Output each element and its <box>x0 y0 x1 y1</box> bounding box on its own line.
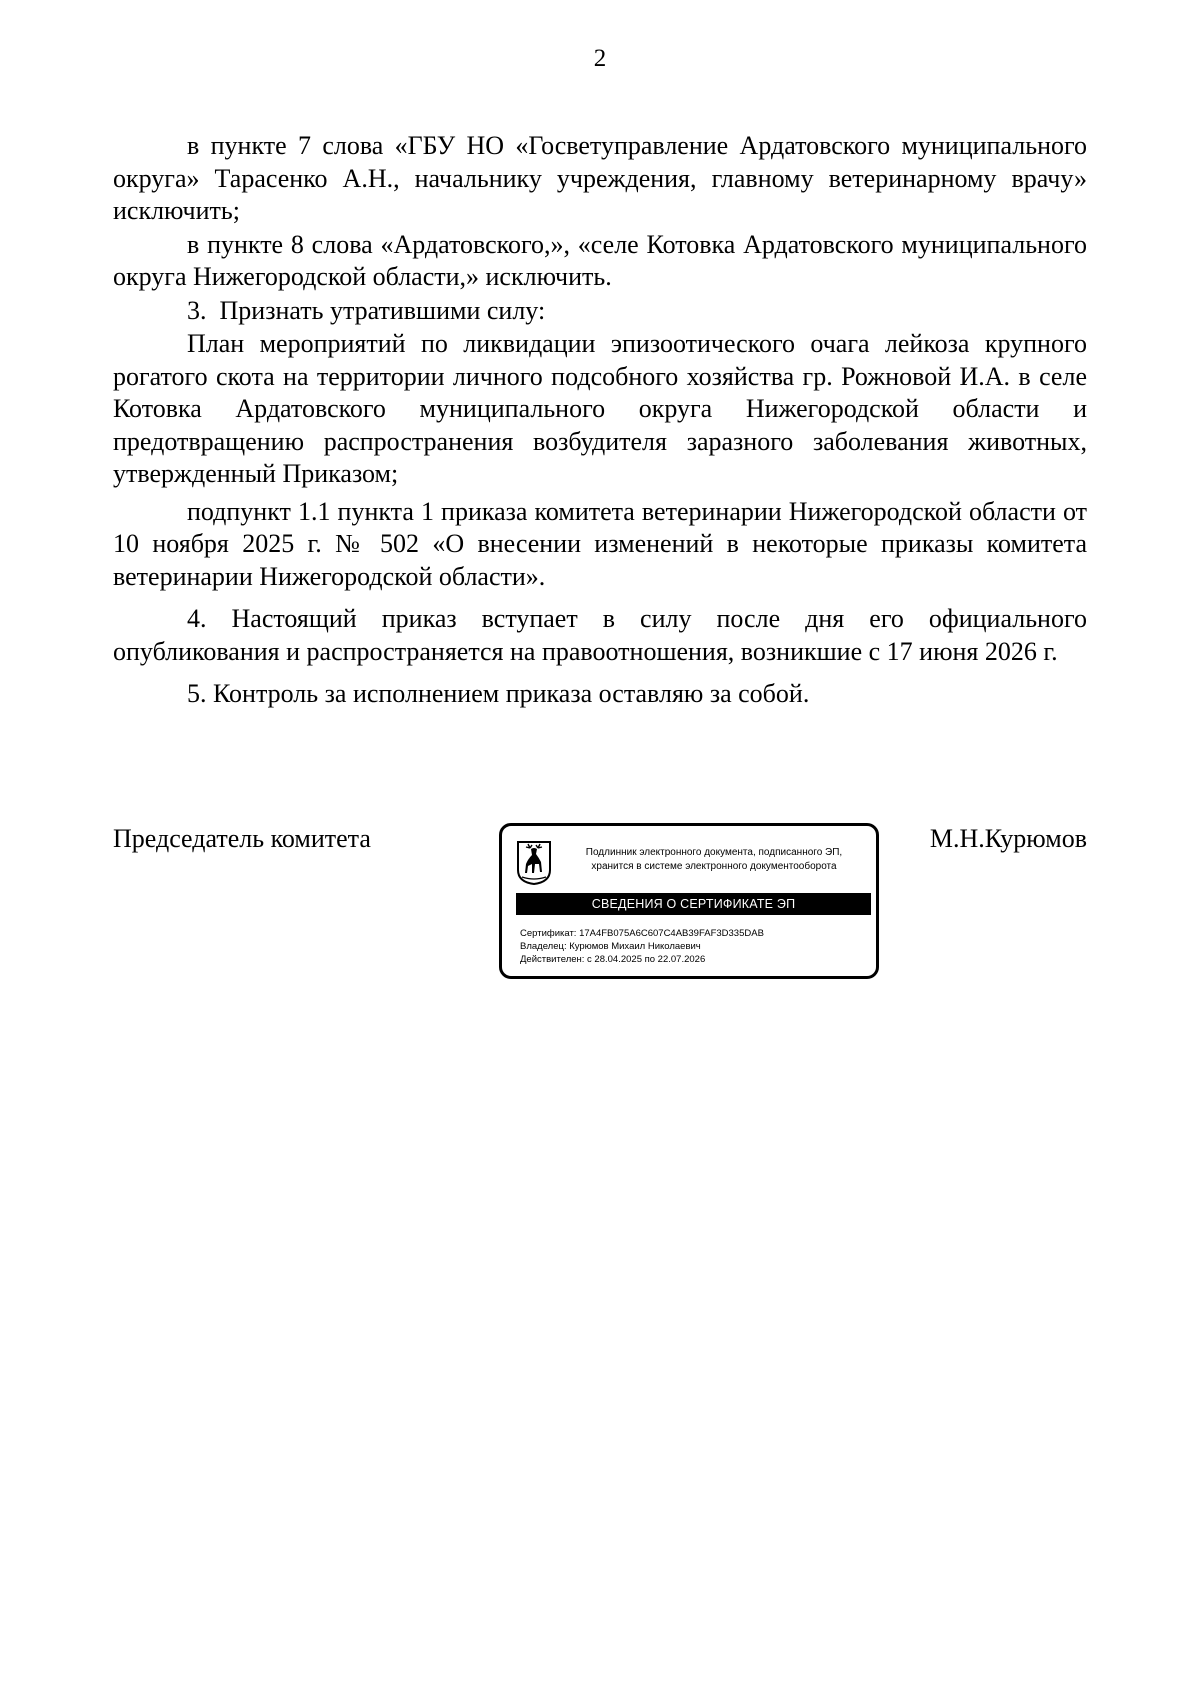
stamp-certificate-header: СВЕДЕНИЯ О СЕРТИФИКАТЕ ЭП <box>516 893 871 915</box>
paragraph-4-effective-date: 4. Настоящий приказ вступает в силу после дня его официального опубликования и распространяется на правоотношения, возникшие с 17 июня 2026 г. <box>113 604 1087 666</box>
paragraph-item-7: в пункте 7 слова «ГБУ НО «Госветуправление Ардатовского муниципального округа» Тарасенко А.Н., начальнику учреждения, главному ветеринарному врачу» исключить; <box>113 131 1087 225</box>
electronic-signature-stamp <box>499 823 879 979</box>
paragraph-item-8: в пункте 8 слова «Ардатовского,», «селе Котовка Ардатовского муниципального округа Нижегородской области,» исключить. <box>113 229 1087 291</box>
paragraph-subitem-repeal: подпункт 1.1 пункта 1 приказа комитета ветеринарии Нижегородской области от 10 ноября 2025 г. № 502 «О внесении изменений в некоторые приказы комитета ветеринарии Нижегородской области». <box>113 496 1087 591</box>
certificate-owner: Владелец: Курюмов Михаил Николаевич <box>520 941 701 952</box>
signatory-name: М.Н.Курюмов <box>929 824 1087 853</box>
deer-coat-of-arms-icon <box>516 840 552 886</box>
paragraph-3-heading: 3. Признать утратившими силу: <box>187 295 546 325</box>
paragraph-5-control: 5. Контроль за исполнением приказа оставляю за собой. <box>187 679 810 708</box>
certificate-validity: Действителен: с 28.04.2025 по 22.07.2026 <box>520 954 706 965</box>
stamp-storage-note: Подлинник электронного документа, подписанного ЭП, хранится в системе электронного документооборота <box>585 847 843 872</box>
document-body <box>113 130 1087 711</box>
certificate-number: Сертификат: 17A4FB075A6C607C4AB39FAF3D335DAB <box>520 928 764 939</box>
paragraph-plan-repeal: План мероприятий по ликвидации эпизоотического очага лейкоза крупного рогатого скота на территории личного подсобного хозяйства гр. Рожновой И.А. в селе Котовка Ардатовского муниципального округа Нижегородской области и предотвращению распространения возбудителя заразного заболевания животных, утвержденный Приказом; <box>113 329 1087 488</box>
signature-block <box>113 823 1087 993</box>
signatory-position: Председатель комитета <box>113 824 371 853</box>
stamp-certificate-details <box>520 927 764 966</box>
page-number: 2 <box>593 45 607 72</box>
